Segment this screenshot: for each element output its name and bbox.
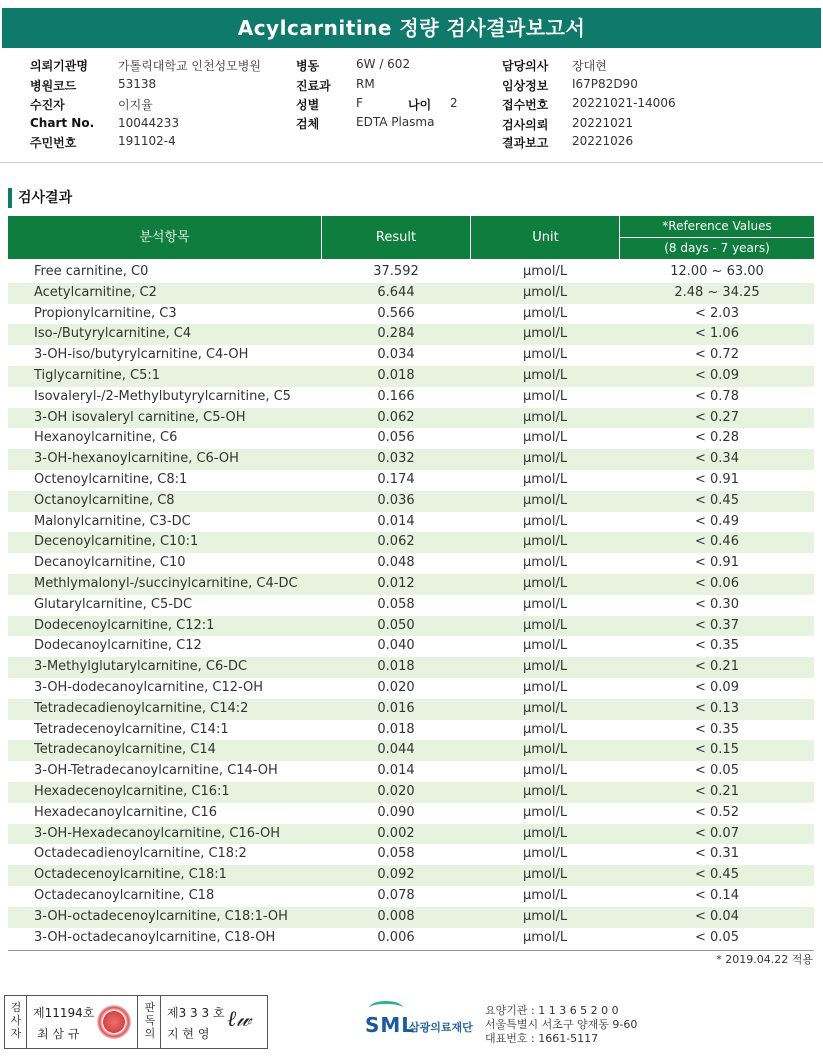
reference-value: < 0.15	[695, 742, 739, 758]
patient-value: 이지율	[118, 98, 153, 112]
table-row	[8, 449, 814, 470]
table-row	[8, 886, 814, 907]
analyte-name: Iso-/Butyrylcarnitine, C4	[34, 326, 192, 342]
table-row	[8, 324, 814, 345]
dept-value: RM	[356, 77, 375, 91]
analyte-name: 3-OH-Tetradecanoylcarnitine, C14-OH	[34, 763, 278, 779]
unit-value: μmol/L	[522, 825, 568, 841]
unit-value: μmol/L	[522, 430, 568, 446]
analyte-name: Hexanoylcarnitine, C6	[34, 430, 178, 446]
unit-value: μmol/L	[522, 700, 568, 716]
clinical-label: 임상정보	[502, 79, 549, 93]
result-value: 0.058	[377, 596, 415, 612]
table-row	[8, 616, 814, 637]
table-row	[8, 907, 814, 928]
result-value: 0.056	[377, 430, 415, 446]
reference-value: < 0.21	[695, 783, 739, 799]
result-value: 0.050	[377, 617, 415, 633]
reference-value: < 0.91	[695, 555, 739, 571]
analyte-name: Hexadecanoylcarnitine, C16	[34, 804, 217, 820]
result-value: 0.018	[377, 367, 415, 383]
table-row	[8, 470, 814, 491]
unit-value: μmol/L	[522, 867, 568, 883]
table-row	[8, 782, 814, 803]
table-row	[8, 636, 814, 657]
reference-value: < 0.49	[695, 513, 739, 529]
unit-value: μmol/L	[522, 347, 568, 363]
header-ref-range: (8 days - 7 years)	[664, 241, 770, 255]
reference-value: < 0.14	[695, 887, 739, 903]
receipt-value: 20221021-14006	[572, 96, 676, 110]
analyte-name: 3-OH-octadecenoylcarnitine, C18:1-OH	[34, 908, 288, 924]
unit-value: μmol/L	[522, 679, 568, 695]
table-row	[8, 512, 814, 533]
specimen-label: 검체	[296, 117, 320, 131]
analyte-name: Glutarylcarnitine, C5-DC	[34, 596, 193, 612]
analyte-name: Decanoylcarnitine, C10	[34, 555, 186, 571]
reference-value: < 0.45	[695, 867, 739, 883]
unit-value: μmol/L	[522, 451, 568, 467]
table-row	[8, 657, 814, 678]
result-value: 0.166	[377, 388, 415, 404]
result-value: 6.644	[377, 284, 415, 300]
result-value: 0.058	[377, 846, 415, 862]
table-row	[8, 761, 814, 782]
unit-value: μmol/L	[522, 388, 568, 404]
patient-info	[0, 55, 823, 155]
unit-value: μmol/L	[522, 555, 568, 571]
reference-value: < 0.13	[695, 700, 739, 716]
result-value: 0.002	[377, 825, 415, 841]
address-line: 서울특별시 서초구 양재동 9-60	[485, 1018, 638, 1031]
unit-value: μmol/L	[522, 617, 568, 633]
unit-value: μmol/L	[522, 929, 568, 945]
analyte-name: Tetradecanoylcarnitine, C14	[34, 742, 216, 758]
clinical-value: I67P82D90	[572, 77, 638, 91]
examiner-name: 최 삼 규	[37, 1027, 80, 1041]
seal-stamp-icon	[97, 1005, 131, 1039]
table-row	[8, 740, 814, 761]
unit-value: μmol/L	[522, 783, 568, 799]
table-row	[8, 865, 814, 886]
unit-value: μmol/L	[522, 326, 568, 342]
doctor-value: 장대현	[572, 59, 607, 73]
org-name: 삼광의료재단	[409, 1021, 473, 1034]
table-row	[8, 720, 814, 741]
analyte-name: Tiglycarnitine, C5:1	[34, 367, 161, 383]
unit-value: μmol/L	[522, 575, 568, 591]
result-value: 0.044	[377, 742, 415, 758]
section-title: 검사결과	[8, 188, 72, 208]
dept-label: 진료과	[296, 79, 331, 93]
request-value: 20221021	[572, 116, 634, 130]
reference-value: 2.48 ~ 34.25	[674, 284, 760, 300]
header-ref-title: *Reference Values	[662, 219, 772, 233]
reference-value: < 1.06	[695, 326, 739, 342]
table-row	[8, 366, 814, 387]
table-row	[8, 345, 814, 366]
table-row	[8, 491, 814, 512]
table-row	[8, 532, 814, 553]
reference-value: < 0.05	[695, 763, 739, 779]
unit-value: μmol/L	[522, 284, 568, 300]
analyte-name: Octanoylcarnitine, C8	[34, 492, 175, 508]
sex-value: F	[356, 96, 363, 110]
unit-value: μmol/L	[522, 659, 568, 675]
chart-label: Chart No.	[30, 116, 95, 130]
reference-value: < 0.21	[695, 659, 739, 675]
results-table-body	[8, 262, 814, 948]
result-value: 0.020	[377, 783, 415, 799]
result-value: 0.012	[377, 575, 415, 591]
age-label: 나이	[408, 98, 432, 112]
reference-value: < 0.34	[695, 451, 739, 467]
result-value: 0.032	[377, 451, 415, 467]
reference-value: < 0.30	[695, 596, 739, 612]
reference-value: < 0.45	[695, 492, 739, 508]
table-row	[8, 844, 814, 865]
result-value: 0.174	[377, 471, 415, 487]
hospital-code-label: 병원코드	[30, 79, 77, 93]
analyte-name: 3-OH-iso/butyrylcarnitine, C4-OH	[34, 347, 249, 363]
result-value: 0.036	[377, 492, 415, 508]
analyte-name: Tetradecadienoylcarnitine, C14:2	[34, 700, 249, 716]
reference-value: < 0.04	[695, 908, 739, 924]
reference-value: < 0.27	[695, 409, 739, 425]
patient-label: 수진자	[30, 98, 65, 112]
reference-value: < 0.37	[695, 617, 739, 633]
header-unit: Unit	[532, 230, 559, 245]
request-label: 검사의뢰	[502, 118, 549, 132]
hospital-code-value: 53138	[118, 77, 157, 91]
analyte-name: Octadecenoylcarnitine, C18:1	[34, 867, 227, 883]
analyte-name: 3-OH-octadecanoylcarnitine, C18-OH	[34, 929, 276, 945]
reviewer-name: 지 현 영	[167, 1027, 210, 1041]
table-row	[8, 699, 814, 720]
result-value: 0.566	[377, 305, 415, 321]
unit-value: μmol/L	[522, 908, 568, 924]
analyte-name: Isovaleryl-/2-Methylbutyrylcarnitine, C5	[34, 388, 291, 404]
unit-value: μmol/L	[522, 471, 568, 487]
reference-value: < 0.46	[695, 534, 739, 550]
reference-value: < 0.35	[695, 721, 739, 737]
institution-label: 의뢰기관명	[30, 59, 88, 73]
analyte-name: Decenoylcarnitine, C10:1	[34, 534, 199, 550]
analyte-name: Free carnitine, C0	[34, 264, 149, 279]
ward-value: 6W / 602	[356, 57, 411, 71]
analyte-name: Hexadecenoylcarnitine, C16:1	[34, 783, 230, 799]
reviewer-license: 제3 3 3 호	[167, 1006, 225, 1020]
reference-value: < 0.28	[695, 430, 739, 446]
analyte-name: Octadecadienoylcarnitine, C18:2	[34, 846, 247, 862]
footer-address	[485, 1004, 637, 1046]
table-row	[8, 928, 814, 949]
table-bottom-line	[8, 950, 814, 951]
analyte-name: Octenoylcarnitine, C8:1	[34, 471, 188, 487]
unit-value: μmol/L	[522, 804, 568, 820]
table-row	[8, 428, 814, 449]
footnote: * 2019.04.22 적용	[716, 953, 813, 966]
institution-value: 가톨릭대학교 인천성모병원	[118, 59, 261, 73]
reference-value: < 0.07	[695, 825, 739, 841]
result-value: 0.034	[377, 347, 415, 363]
reference-value: < 0.91	[695, 471, 739, 487]
unit-value: μmol/L	[522, 763, 568, 779]
result-value: 0.092	[377, 867, 415, 883]
report-date-label: 결과보고	[502, 136, 549, 150]
analyte-name: Propionylcarnitine, C3	[34, 305, 177, 321]
reference-value: < 2.03	[695, 305, 739, 321]
resident-label: 주민번호	[30, 136, 77, 150]
result-value: 0.014	[377, 763, 415, 779]
doctor-label: 담당의사	[502, 59, 549, 73]
unit-value: μmol/L	[522, 596, 568, 612]
reference-value: < 0.72	[695, 347, 739, 363]
report-title: Acylcarnitine 정량 검사결과보고서	[2, 8, 821, 48]
result-value: 37.592	[373, 264, 419, 279]
table-row	[8, 803, 814, 824]
table-row	[8, 595, 814, 616]
analyte-name: Acetylcarnitine, C2	[34, 284, 157, 300]
result-value: 0.018	[377, 721, 415, 737]
signature-mark-icon: ℓ𝓌	[227, 1007, 252, 1032]
result-value: 0.016	[377, 700, 415, 716]
result-value: 0.018	[377, 659, 415, 675]
reference-value: < 0.52	[695, 804, 739, 820]
result-value: 0.020	[377, 679, 415, 695]
result-value: 0.062	[377, 409, 415, 425]
unit-value: μmol/L	[522, 409, 568, 425]
reference-value: < 0.31	[695, 846, 739, 862]
table-row	[8, 574, 814, 595]
unit-value: μmol/L	[522, 887, 568, 903]
table-row	[8, 387, 814, 408]
table-row	[8, 262, 814, 283]
reference-value: 12.00 ~ 63.00	[670, 264, 764, 279]
result-value: 0.040	[377, 638, 415, 654]
header-item: 분석항목	[139, 230, 190, 245]
analyte-name: Tetradecenoylcarnitine, C14:1	[34, 721, 229, 737]
result-value: 0.048	[377, 555, 415, 571]
analyte-name: Malonylcarnitine, C3-DC	[34, 513, 191, 529]
table-row	[8, 304, 814, 325]
analyte-name: 3-OH-hexanoylcarnitine, C6-OH	[34, 451, 239, 467]
unit-value: μmol/L	[522, 264, 568, 279]
analyte-name: Dodecanoylcarnitine, C12	[34, 638, 202, 654]
unit-value: μmol/L	[522, 513, 568, 529]
sml-logo	[365, 1003, 485, 1047]
unit-value: μmol/L	[522, 846, 568, 862]
agency-number: 요양기관 : 1 1 3 6 5 2 0 0	[485, 1004, 619, 1017]
examiner-vertical-label: 검 사 자	[10, 1001, 22, 1040]
reference-value: < 0.09	[695, 367, 739, 383]
reference-value: < 0.35	[695, 638, 739, 654]
phone-line: 대표번호 : 1661-5117	[485, 1032, 599, 1045]
result-value: 0.090	[377, 804, 415, 820]
table-row	[8, 678, 814, 699]
result-value: 0.008	[377, 908, 415, 924]
analyte-name: 3-OH-dodecanoylcarnitine, C12-OH	[34, 679, 264, 695]
receipt-label: 접수번호	[502, 98, 549, 112]
reviewer-vertical-label: 판 독 의	[144, 1001, 156, 1040]
signature-box	[4, 995, 268, 1049]
analyte-name: Octadecanoylcarnitine, C18	[34, 887, 215, 903]
analyte-name: Dodecenoylcarnitine, C12:1	[34, 617, 215, 633]
header-result: Result	[375, 230, 417, 245]
chart-value: 10044233	[118, 116, 180, 130]
result-value: 0.014	[377, 513, 415, 529]
unit-value: μmol/L	[522, 492, 568, 508]
table-row	[8, 283, 814, 304]
table-row	[8, 553, 814, 574]
unit-value: μmol/L	[522, 367, 568, 383]
result-value: 0.284	[377, 326, 415, 342]
table-row	[8, 824, 814, 845]
analyte-name: 3-OH isovaleryl carnitine, C5-OH	[34, 409, 246, 425]
examiner-license: 제11194호	[33, 1006, 95, 1020]
sex-label: 성별	[296, 98, 320, 112]
unit-value: μmol/L	[522, 638, 568, 654]
ward-label: 병동	[296, 59, 320, 73]
specimen-value: EDTA Plasma	[356, 115, 435, 129]
table-header	[8, 216, 814, 259]
unit-value: μmol/L	[522, 742, 568, 758]
result-value: 0.062	[377, 534, 415, 550]
age-value: 2	[450, 96, 458, 110]
unit-value: μmol/L	[522, 534, 568, 550]
resident-value: 191102-4	[118, 134, 176, 148]
table-row	[8, 408, 814, 429]
result-value: 0.006	[377, 929, 415, 945]
reference-value: < 0.78	[695, 388, 739, 404]
reference-value: < 0.05	[695, 929, 739, 945]
report-date-value: 20221026	[572, 134, 634, 148]
analyte-name: 3-OH-Hexadecanoylcarnitine, C16-OH	[34, 825, 281, 841]
unit-value: μmol/L	[522, 721, 568, 737]
analyte-name: Methlymalonyl-/succinylcarnitine, C4-DC	[34, 575, 298, 591]
reference-value: < 0.06	[695, 575, 739, 591]
info-divider	[0, 162, 823, 163]
analyte-name: 3-Methylglutarylcarnitine, C6-DC	[34, 659, 248, 675]
reference-value: < 0.09	[695, 679, 739, 695]
logo-text: SML	[365, 1013, 416, 1037]
unit-value: μmol/L	[522, 305, 568, 321]
result-value: 0.078	[377, 887, 415, 903]
